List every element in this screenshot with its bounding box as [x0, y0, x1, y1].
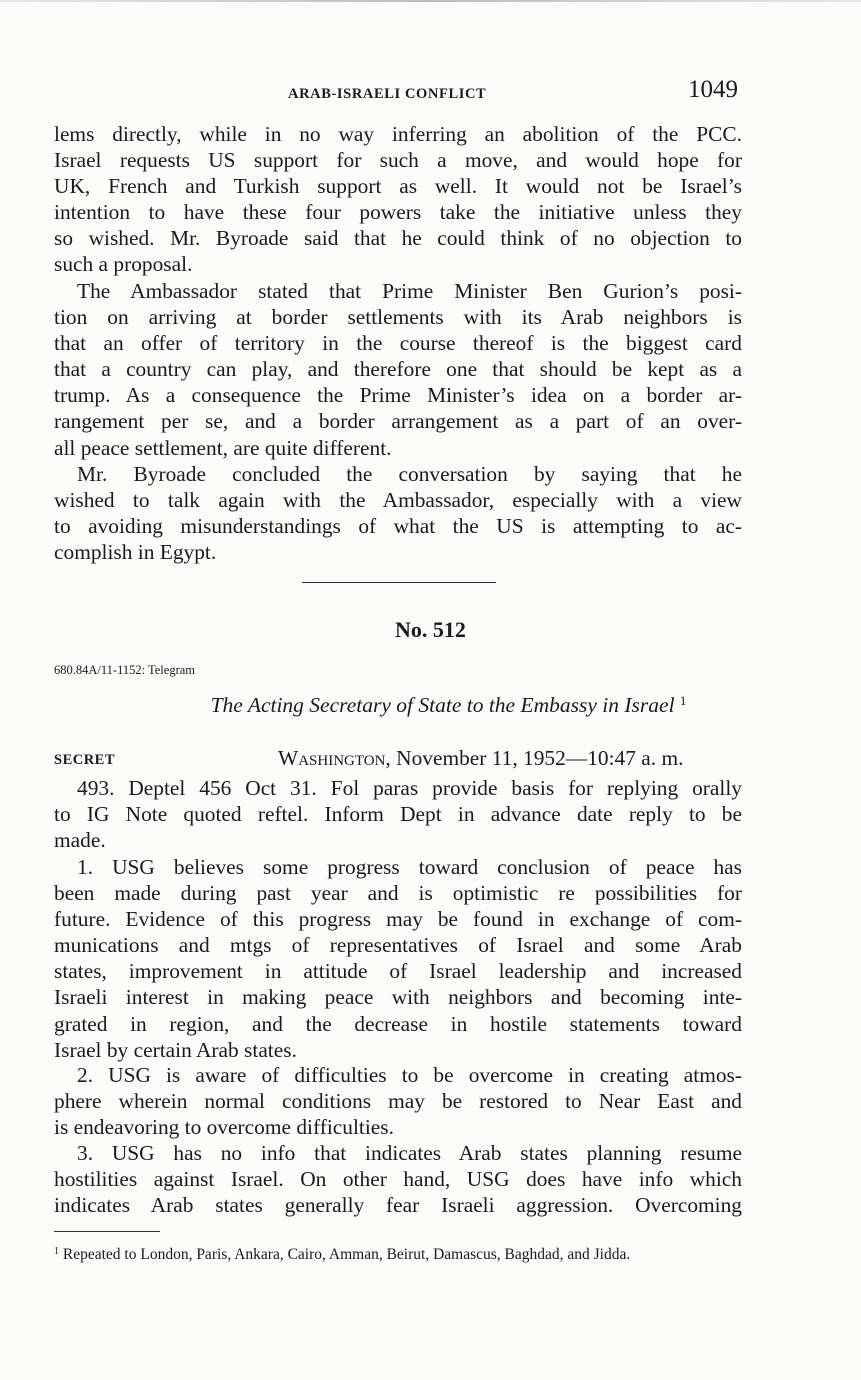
text-line: hostilities against Israel. On other hand, USG does have info which: [54, 1167, 742, 1192]
footnote-mark: 1: [54, 1246, 59, 1257]
file-reference: 680.84A/11-1152: Telegram: [54, 663, 195, 677]
text-line: The Ambassador stated that Prime Minister Ben Gurion’s posi-: [77, 279, 742, 303]
footnote-text: Repeated to London, Paris, Ankara, Cairo, Amman, Beirut, Damascus, Baghdad, and Jidda.: [62, 1246, 631, 1263]
text-line: intention to have these four powers take the initiative unless they: [54, 200, 742, 225]
text-line: 2. USG is aware of difficulties to be overcome in creating atmos-: [77, 1063, 742, 1087]
document-number: No. 512: [395, 617, 466, 642]
text-line: trump. As a consequence the Prime Minister’s idea on a border ar-: [54, 383, 742, 408]
dateline-date: , November 11, 1952—10:47 a. m.: [385, 746, 684, 770]
dateline: [278, 746, 683, 771]
text-line: is endeavoring to overcome difficulties.: [54, 1115, 394, 1140]
text-line: states, improvement in attitude of Israel leadership and increased: [54, 959, 742, 984]
paragraph-ambassador: [54, 278, 742, 461]
text-line: UK, French and Turkish support as well. It would not be Israel’s: [54, 174, 742, 199]
paragraph-byroade: [54, 461, 742, 565]
text-line: 1. USG believes some progress toward conclusion of peace has: [77, 855, 742, 879]
text-line: made.: [54, 828, 106, 853]
paragraph-continuation: [54, 121, 742, 278]
text-line: Mr. Byroade concluded the conversation by saying that he: [77, 462, 742, 486]
footnote: [54, 1242, 742, 1265]
text-line: wished to talk again with the Ambassador, especially with a view: [54, 488, 742, 513]
page-number: 1049: [688, 76, 738, 103]
footnote-divider: [54, 1231, 160, 1232]
document-heading: [0, 693, 861, 718]
text-line: all peace settlement, are quite different.: [54, 435, 392, 460]
text-line: that an offer of territory in the course thereof is the biggest card: [54, 331, 742, 356]
paragraph-point-3: [54, 1140, 742, 1218]
text-line: that a country can play, and therefore one that should be kept as a: [54, 357, 742, 382]
footnote-reference: 1: [679, 693, 687, 708]
text-line: Israel by certain Arab states.: [54, 1037, 297, 1062]
text-line: rangement per se, and a border arrangement as a part of an over-: [54, 409, 742, 434]
text-line: Israel requests US support for such a move, and would hope for: [54, 148, 742, 173]
text-line: tion on arriving at border settlements with its Arab neighbors is: [54, 305, 742, 330]
text-line: 493. Deptel 456 Oct 31. Fol paras provide basis for replying orally: [77, 776, 742, 800]
text-line: lems directly, while in no way inferring an abolition of the PCC.: [54, 122, 742, 146]
paragraph-point-2: [54, 1062, 742, 1140]
running-head: ARAB-ISRAELI CONFLICT: [288, 86, 487, 102]
text-line: to avoiding misunderstandings of what the US is attempting to ac-: [54, 514, 742, 539]
text-line: phere wherein normal conditions may be restored to Near East and: [54, 1089, 742, 1114]
text-line: grated in region, and the decrease in hostile statements toward: [54, 1011, 742, 1036]
text-line: so wished. Mr. Byroade said that he could think of no objection to: [54, 226, 742, 251]
text-line: complish in Egypt.: [54, 540, 217, 565]
text-line: future. Evidence of this progress may be found in exchange of com-: [54, 907, 742, 932]
classification-label: SECRET: [54, 752, 116, 768]
section-divider: [302, 582, 496, 583]
text-line: indicates Arab states generally fear Israeli aggression. Overcoming: [54, 1193, 742, 1218]
document-heading-text: The Acting Secretary of State to the Embassy in Israel: [210, 693, 675, 717]
dateline-place: Washington: [278, 746, 386, 770]
text-line: 3. USG has no info that indicates Arab states planning resume: [77, 1141, 742, 1165]
paragraph-telegram-intro: [54, 775, 742, 853]
text-line: to IG Note quoted reftel. Inform Dept in advance date reply to be: [54, 802, 742, 827]
text-line: such a proposal.: [54, 252, 193, 277]
text-line: Israeli interest in making peace with neighbors and becoming inte-: [54, 985, 742, 1010]
text-line: been made during past year and is optimistic re possibilities for: [54, 881, 742, 906]
text-line: munications and mtgs of representatives of Israel and some Arab: [54, 933, 742, 958]
page-top-edge: [0, 0, 861, 2]
paragraph-point-1: [54, 854, 742, 1063]
